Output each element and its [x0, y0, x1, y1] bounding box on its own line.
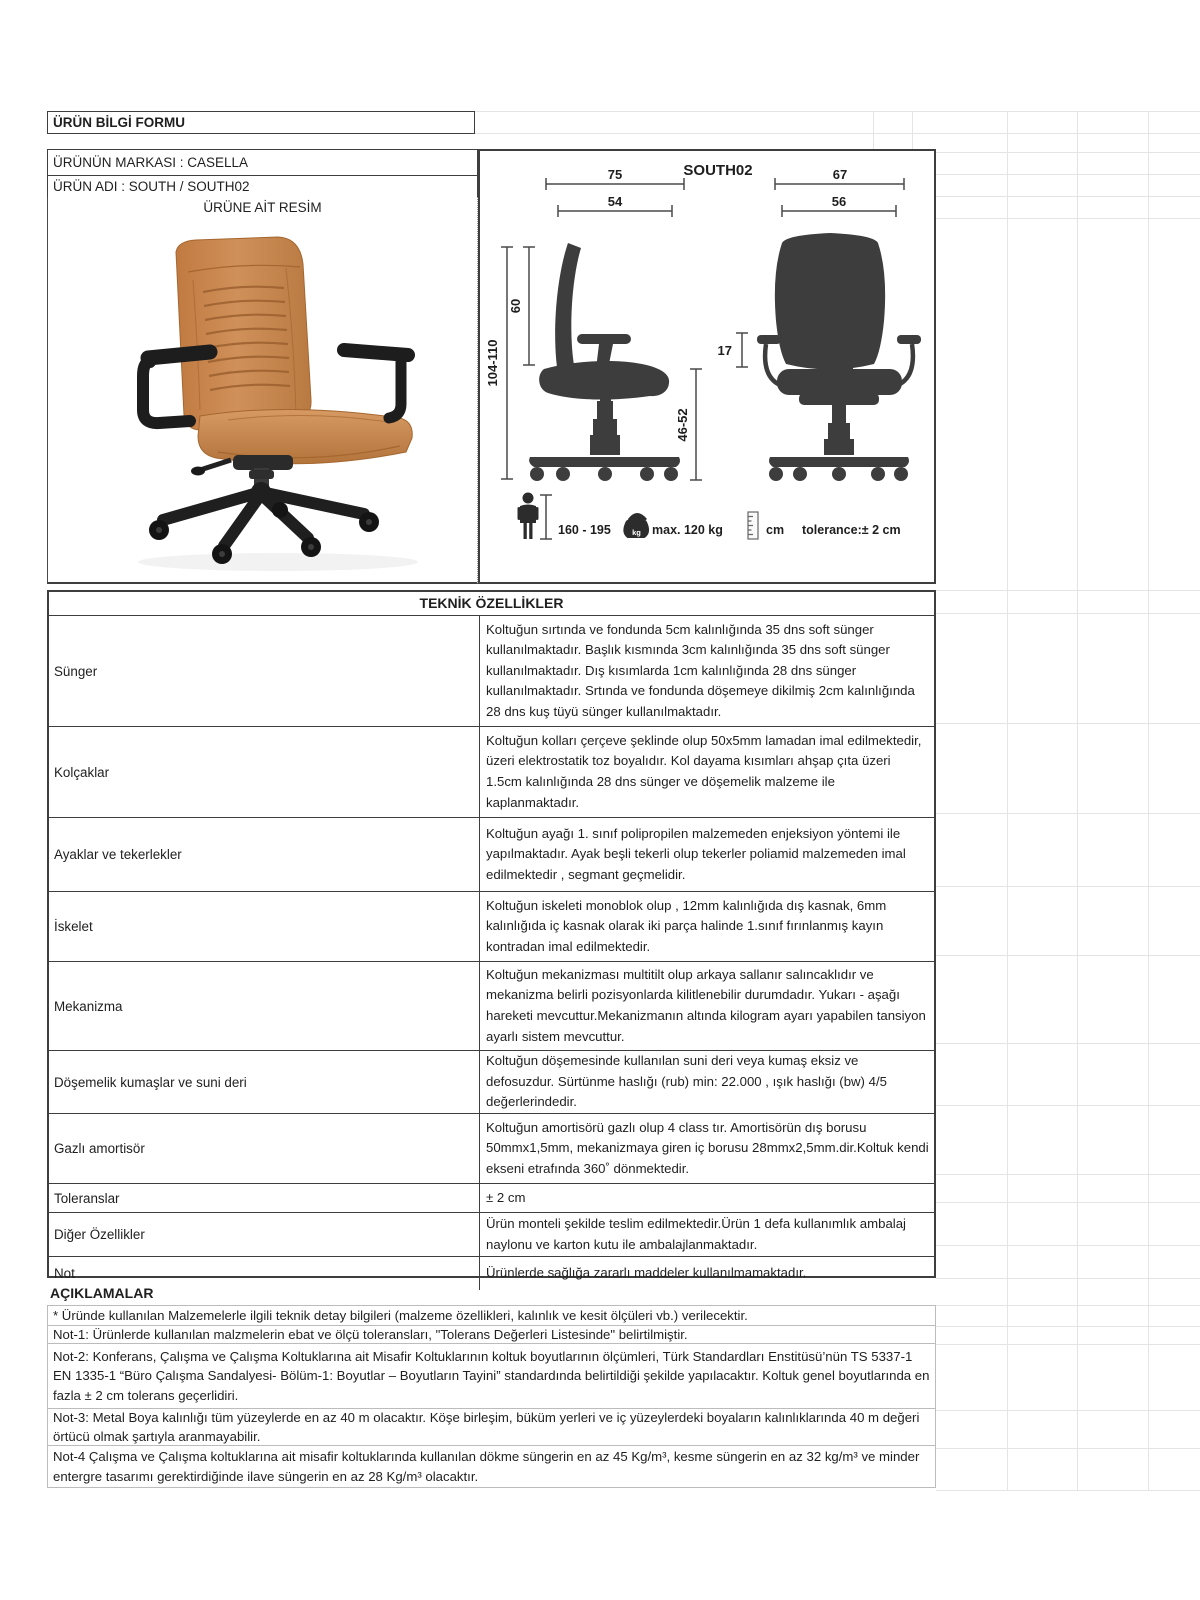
- tech-row-value: Ürünlerde sağlığa zararlı maddeler kullanılmamaktadır.: [486, 1265, 807, 1281]
- photo-backrest: [176, 237, 311, 430]
- tech-row-iskelet: [49, 892, 934, 962]
- tech-row-value: Koltuğun ayağı 1. sınıf polipropilen malzemeden enjeksiyon yöntemi ile yapılmaktadır. Ayak beşli tekerli olup tekerler poliamid malzemeden imal edilmektedir , segmant geçmelidir.: [486, 825, 906, 882]
- dim-back-height: 60: [508, 298, 523, 314]
- dim-seat-height: 46-52: [675, 408, 690, 442]
- photo-mechanism: [191, 455, 293, 476]
- tech-row-mekanizma: [49, 962, 934, 1051]
- tech-row-diger-ozellikler: [49, 1213, 934, 1257]
- dim-seat-width-side: 54: [607, 194, 623, 209]
- tech-row-label: Mekanizma: [49, 962, 480, 1050]
- product-name-line: ÜRÜN ADI : SOUTH / SOUTH02: [47, 175, 478, 198]
- chair-back-view: [757, 233, 921, 481]
- unit-label: cm: [766, 523, 785, 537]
- tech-row-label: Kolçaklar: [49, 727, 480, 817]
- tech-row-value: Koltuğun iskeleti monoblok olup , 12mm kalınlığıda dış kasnak, 6mm kalınlığıda iç kasnak olarak iki parça halinde 1.sınıf fırınlanmış kayın kontradan imal edilmektedir.: [486, 897, 887, 954]
- product-image-cell: [47, 197, 478, 584]
- note-item: [47, 1343, 936, 1409]
- tech-row-label: Not: [49, 1257, 480, 1290]
- floor-shadow: [138, 553, 418, 571]
- notes-title: AÇIKLAMALAR: [50, 1285, 154, 1301]
- tech-row-sunger: [49, 616, 934, 727]
- note-text: Not-4 Çalışma ve Çalışma koltuklarına ait misafir koltuklarında kullanılan dökme süngerin en az 45 Kg/m³, kesme süngerin en az 32 kg/m³ ve minder entergre tasarımı gerektirdiğinde ilave süngerin en az 28 Kg/m³ olacaktır.: [53, 1449, 920, 1484]
- tech-row-value: Ürün monteli şekilde teslim edilmektedir.Ürün 1 defa kullanımlık ambalaj naylonu ve karton kutu ile ambalajlanmaktadır.: [486, 1215, 906, 1252]
- note-item: [47, 1325, 936, 1344]
- dim-back-width-back: 67: [832, 167, 848, 182]
- note-text: Not-3: Metal Boya kalınlığı tüm yüzeylerde en az 40 m olacaktır. Köşe birleşim, büküm yerleri ve iç yüzeylerdeki boyaların kalınlıklarında 40 m değeri örtücü olmak şartıyla aranmayabilir.: [53, 1409, 920, 1444]
- tech-row-value: ± 2 cm: [486, 1189, 526, 1205]
- image-caption: ÜRÜNE AİT RESİM: [203, 200, 322, 215]
- tech-row-value: Koltuğun kolları çerçeve şeklinde olup 50x5mm lamadan imal edilmektedir, üzeri elektrostatik toz boyalıdır. Kol dayama kısımları ahşap çıta üzeri 1.5cm kalınlığında 28 dns sünger ve döşemelik malzeme ile kaplanmaktadır.: [486, 732, 922, 810]
- tech-row-label: Diğer Özellikler: [49, 1213, 480, 1256]
- note-text: * Üründe kullanılan Malzemelerle ilgili teknik detay bilgileri (malzeme özellikleri, kalınlık ve kesit ölçüleri vb.) verilecektir.: [53, 1307, 748, 1323]
- drawing-model-label: SOUTH02: [683, 162, 753, 179]
- tech-row-label: İskelet: [49, 892, 480, 961]
- tolerance-label: tolerance:± 2 cm: [802, 523, 901, 537]
- note-text: Not-1: Ürünlerde kullanılan malzmelerin ebat ve ölçü toleransları, "Tolerans Değerleri Listesinde" belirtilmiştir.: [53, 1326, 688, 1342]
- tech-row-ayaklar: [49, 818, 934, 892]
- brand-line: ÜRÜNÜN MARKASI : CASELLA: [47, 149, 478, 176]
- tech-row-label: Toleranslar: [49, 1184, 480, 1212]
- chair-side-view: [529, 243, 680, 481]
- technical-drawing-panel: [478, 149, 936, 584]
- tech-row-value: Koltuğun amortisörü gazlı olup 4 class tır. Amortisörün dış borusu 50mmx1,5mm, mekanizmaya giren iç borusu 28mmx2,5mm.dir.Koltuk kendi ekseni etrafında 360˚ dönmektedir.: [486, 1119, 929, 1176]
- tech-row-dosemelik: [49, 1051, 934, 1114]
- form-title: ÜRÜN BİLGİ FORMU: [47, 111, 475, 134]
- notes-section: [47, 1305, 936, 1488]
- kg-icon-label: kg: [632, 528, 641, 537]
- tech-row-label: Ayaklar ve tekerlekler: [49, 818, 480, 891]
- technical-drawing: [480, 151, 934, 582]
- weight-icon: [623, 513, 649, 538]
- tech-row-toleranslar: [49, 1184, 934, 1213]
- dim-back-width-side: 75: [607, 167, 623, 182]
- note-item: [47, 1445, 936, 1488]
- tech-specs-table: [47, 590, 936, 1281]
- tech-row-gazli-amortisor: [49, 1114, 934, 1184]
- user-height-label: 160 - 195: [558, 523, 611, 537]
- tech-row-value: Koltuğun mekanizması multitilt olup arkaya sallanır salıncaklıdır ve mekanizma belirli pozisyonlarda kilitlenebilir durumdadır. Yukarı - aşağı hareketi mevcuttur.Mekanizmanın altında kilogram ayarı yapabilen tansiyon ayarlı sistem mevcuttur.: [486, 966, 926, 1044]
- ruler-icon: [748, 512, 758, 539]
- note-text: Not-2: Konferans, Çalışma ve Çalışma Koltuklarına ait Misafir Koltuklarının koltuk boyutlarının ölçümleri, Türk Standardları Enstitüsü’nün TS 5337-1 EN 1335-1 “Büro Çalışma Sandalyesi- Bölüm-1: Boyutlar – Boyutların Tayini” standardında belirtildiği şekilde yapılacaktır. Koltuk genel boyutlarında en fazla ± 2 cm tolerans geçerlidiri.: [53, 1348, 930, 1403]
- tech-row-label: Sünger: [49, 616, 480, 726]
- dim-total-height: 104-110: [485, 339, 500, 387]
- dim-seat-width-back: 56: [831, 194, 847, 209]
- max-weight-label: max. 120 kg: [652, 523, 723, 537]
- tech-row-label: Gazlı amortisör: [49, 1114, 480, 1183]
- product-photo: [48, 220, 477, 582]
- photo-armrest-right: [344, 350, 408, 418]
- tech-row-value: Koltuğun sırtında ve fondunda 5cm kalınlığında 35 dns soft sünger kullanılmaktadır. Başlık kısmında 3cm kalınlığında 35 dns soft sünger kullanılmaktadır. Dış kısımlarda 1cm kalınlığında 28 dns sünger kullanılmaktadır. Srtında ve fondunda döşemeye dikilmiş 2cm kalınlığında 28 dns kuş tüyü sünger kullanılmaktadır.: [486, 621, 915, 719]
- person-height-icon: [518, 493, 539, 540]
- tech-row-value: Koltuğun döşemesinde kullanılan suni deri veya kumaş eksiz ve defosuzdur. Sürtünme haslığı (rub) min: 22.000 , ışık haslığı (bw) 4/5 değerlerindedir.: [486, 1053, 887, 1110]
- note-item: [47, 1408, 936, 1446]
- photo-seat: [198, 409, 412, 463]
- dim-arm-height: 17: [717, 343, 732, 358]
- tech-row-kolcaklar: [49, 727, 934, 818]
- tech-specs-title: TEKNİK ÖZELLİKLER: [49, 592, 934, 616]
- photo-base-hub: [251, 482, 271, 502]
- note-item: [47, 1305, 936, 1326]
- tech-row-label: Döşemelik kumaşlar ve suni deri: [49, 1051, 480, 1113]
